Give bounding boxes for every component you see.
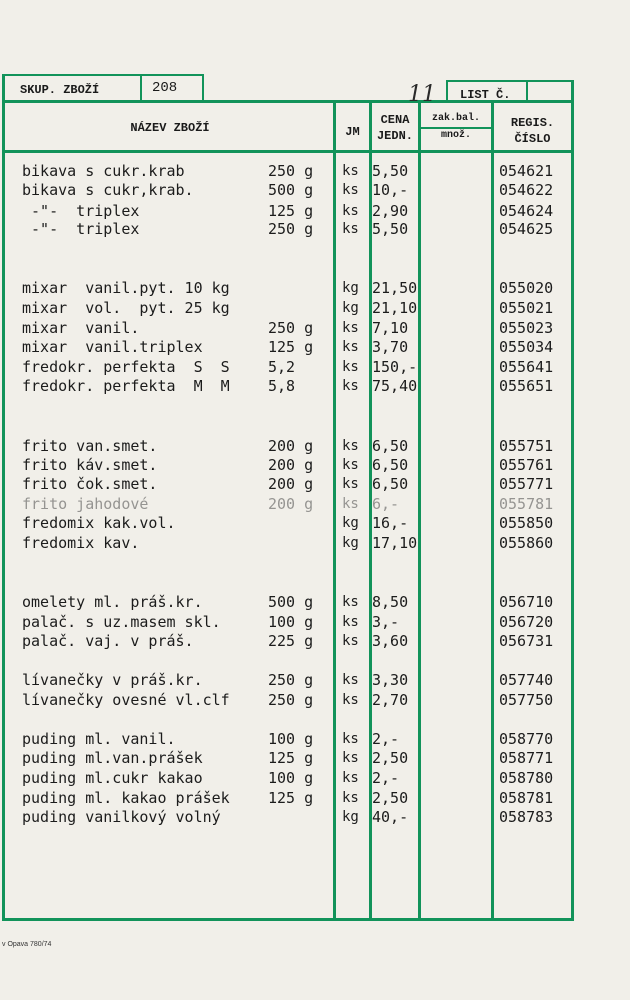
table-row: [0, 337, 600, 357]
item-unit: ks: [342, 633, 359, 649]
item-qty: 200 g: [268, 456, 314, 474]
item-price: 2,-: [372, 769, 400, 787]
group-box-right: [202, 74, 204, 102]
item-qty: 250 g: [268, 220, 314, 238]
item-price: 40,-: [372, 808, 409, 826]
col-header-reg-2: ČÍSLO: [514, 132, 551, 146]
item-name: lívanečky v práš.kr.: [22, 671, 203, 689]
item-price: 6,-: [372, 495, 400, 513]
item-unit: ks: [342, 672, 359, 688]
item-reg: 058783: [499, 808, 554, 826]
item-qty: 200 g: [268, 475, 314, 493]
item-name: mixar vanil.: [22, 319, 140, 337]
item-unit: ks: [342, 221, 359, 237]
col-header-unit: JM: [345, 125, 360, 139]
item-price: 3,30: [372, 671, 409, 689]
item-unit: ks: [342, 438, 359, 454]
item-price: 21,10: [372, 299, 418, 317]
item-unit: ks: [342, 320, 359, 336]
item-reg: 056720: [499, 613, 554, 631]
item-unit: kg: [342, 535, 359, 551]
list-box-top: [446, 80, 574, 82]
item-price: 17,10: [372, 534, 418, 552]
item-name: frito van.smet.: [22, 437, 158, 455]
item-price: 7,10: [372, 319, 409, 337]
item-name: palač. s uz.masem skl.: [22, 613, 221, 631]
item-name: puding vanilkový volný: [22, 808, 221, 826]
table-row: [0, 436, 600, 456]
table-row: [0, 533, 600, 553]
item-reg: 055860: [499, 534, 554, 552]
item-qty: 125 g: [268, 338, 314, 356]
table-row-struck: [0, 494, 600, 514]
item-name: frito čok.smet.: [22, 475, 158, 493]
item-reg: 058780: [499, 769, 554, 787]
table-row: [0, 748, 600, 768]
item-price: 2,70: [372, 691, 409, 709]
col-header-price-1: CENA: [380, 113, 410, 127]
item-price: 6,50: [372, 475, 409, 493]
item-unit: ks: [342, 203, 359, 219]
item-price: 150,-: [372, 358, 418, 376]
item-reg: 055761: [499, 456, 554, 474]
item-reg: 055850: [499, 514, 554, 532]
item-reg: 057740: [499, 671, 554, 689]
item-reg: 057750: [499, 691, 554, 709]
item-price: 75,40: [372, 377, 418, 395]
item-name: mixar vanil.pyt. 10 kg: [22, 279, 230, 297]
table-row: [0, 278, 600, 298]
list-number-handwritten: 11: [408, 82, 436, 107]
item-unit: ks: [342, 457, 359, 473]
item-unit: ks: [342, 163, 359, 179]
item-reg: 058771: [499, 749, 554, 767]
item-reg: 054622: [499, 181, 554, 199]
list-label: LIST Č.: [460, 88, 511, 102]
item-unit: ks: [342, 594, 359, 610]
item-unit: ks: [342, 182, 359, 198]
item-reg: 054621: [499, 162, 554, 180]
item-reg: 055771: [499, 475, 554, 493]
item-reg: 055034: [499, 338, 554, 356]
item-reg: 055023: [499, 319, 554, 337]
item-price: 5,50: [372, 220, 409, 238]
item-price: 3,-: [372, 613, 400, 631]
item-name: fredomix kak.vol.: [22, 514, 176, 532]
table-row: [0, 513, 600, 533]
group-box-divider: [140, 74, 142, 102]
item-name: bikava s cukr.krab: [22, 162, 185, 180]
item-name: bikava s cukr,krab.: [22, 181, 194, 199]
item-qty: 200 g: [268, 437, 314, 455]
table-row: [0, 788, 600, 808]
item-unit: ks: [342, 750, 359, 766]
item-reg: 055651: [499, 377, 554, 395]
item-reg: 054625: [499, 220, 554, 238]
item-name: frito jahodové: [22, 495, 149, 513]
item-reg: 058770: [499, 730, 554, 748]
item-price: 10,-: [372, 181, 409, 199]
col-header-pack-1: zak.bal.: [431, 113, 480, 124]
item-name: mixar vol. pyt. 25 kg: [22, 299, 230, 317]
item-qty: 250 g: [268, 162, 314, 180]
col-header-pack-2: množ.: [440, 130, 471, 141]
item-price: 2,50: [372, 749, 409, 767]
item-reg: 055641: [499, 358, 554, 376]
list-box-divider: [526, 80, 528, 102]
item-unit: ks: [342, 476, 359, 492]
item-name: puding ml. kakao prášek: [22, 789, 230, 807]
frame-bottom-border: [2, 918, 574, 921]
item-price: 2,50: [372, 789, 409, 807]
col-header-reg-1: REGIS.: [510, 116, 555, 130]
item-unit: kg: [342, 300, 359, 316]
group-label: SKUP. ZBOŽÍ: [20, 83, 100, 97]
table-row: [0, 768, 600, 788]
item-name: mixar vanil.triplex: [22, 338, 203, 356]
table-row: [0, 455, 600, 475]
item-unit: kg: [342, 515, 359, 531]
table-row: [0, 670, 600, 690]
table-row: [0, 318, 600, 338]
item-unit: ks: [342, 790, 359, 806]
table-row: [0, 612, 600, 632]
item-qty: 100 g: [268, 769, 314, 787]
item-name: frito káv.smet.: [22, 456, 158, 474]
table-row: [0, 219, 600, 239]
item-qty: 125 g: [268, 789, 314, 807]
item-unit: ks: [342, 339, 359, 355]
table-row: [0, 631, 600, 651]
item-unit: kg: [342, 280, 359, 296]
table-row: [0, 376, 600, 396]
table-row: [0, 474, 600, 494]
item-qty: 225 g: [268, 632, 314, 650]
item-price: 6,50: [372, 437, 409, 455]
item-qty: 500 g: [268, 181, 314, 199]
col-header-price-2: JEDN.: [376, 129, 413, 143]
printer-footer: v Opava 780/74: [2, 941, 52, 948]
item-unit: ks: [342, 692, 359, 708]
table-row: [0, 690, 600, 710]
table-row: [0, 807, 600, 827]
item-reg: 055751: [499, 437, 554, 455]
table-row: [0, 161, 600, 181]
item-qty: 100 g: [268, 730, 314, 748]
list-box-left: [446, 80, 448, 102]
item-price: 3,70: [372, 338, 409, 356]
item-qty: 5,8: [268, 377, 296, 395]
item-unit: ks: [342, 770, 359, 786]
table-row: [0, 298, 600, 318]
item-name: puding ml.van.prášek: [22, 749, 203, 767]
item-name: omelety ml. práš.kr.: [22, 593, 203, 611]
item-name: fredokr. perfekta M M: [22, 377, 230, 395]
item-unit: ks: [342, 731, 359, 747]
group-value: 208: [152, 80, 178, 96]
item-name: fredomix kav.: [22, 534, 140, 552]
item-price: 21,50: [372, 279, 418, 297]
item-qty: 125 g: [268, 749, 314, 767]
item-reg: 058781: [499, 789, 554, 807]
item-unit: ks: [342, 359, 359, 375]
item-name: -"- triplex: [22, 202, 140, 220]
col-header-name: NÁZEV ZBOŽÍ: [130, 121, 210, 135]
table-row: [0, 729, 600, 749]
item-name: lívanečky ovesné vl.clf: [22, 691, 230, 709]
item-price: 3,60: [372, 632, 409, 650]
item-price: 2,90: [372, 202, 409, 220]
item-unit: ks: [342, 614, 359, 630]
item-reg: 056731: [499, 632, 554, 650]
item-qty: 250 g: [268, 319, 314, 337]
item-price: 6,50: [372, 456, 409, 474]
item-reg: 054624: [499, 202, 554, 220]
table-row: [0, 357, 600, 377]
item-price: 2,-: [372, 730, 400, 748]
item-name: -"- triplex: [22, 220, 140, 238]
item-name: puding ml.cukr kakao: [22, 769, 203, 787]
item-qty: 500 g: [268, 593, 314, 611]
item-qty: 200 g: [268, 495, 314, 513]
item-reg: 055021: [499, 299, 554, 317]
item-name: puding ml. vanil.: [22, 730, 176, 748]
item-reg: 055781: [499, 495, 554, 513]
item-reg: 055020: [499, 279, 554, 297]
header-separator: [2, 150, 574, 153]
table-row: [0, 592, 600, 612]
item-qty: 100 g: [268, 613, 314, 631]
item-price: 8,50: [372, 593, 409, 611]
item-unit: ks: [342, 496, 359, 512]
item-unit: kg: [342, 809, 359, 825]
item-qty: 125 g: [268, 202, 314, 220]
group-box-top: [2, 74, 204, 76]
item-price: 5,50: [372, 162, 409, 180]
table-row: [0, 201, 600, 221]
item-qty: 5,2: [268, 358, 296, 376]
item-reg: 056710: [499, 593, 554, 611]
item-name: fredokr. perfekta S S: [22, 358, 230, 376]
item-qty: 250 g: [268, 691, 314, 709]
item-name: palač. vaj. v práš.: [22, 632, 194, 650]
item-price: 16,-: [372, 514, 409, 532]
item-qty: 250 g: [268, 671, 314, 689]
item-unit: ks: [342, 378, 359, 394]
table-row: [0, 180, 600, 200]
